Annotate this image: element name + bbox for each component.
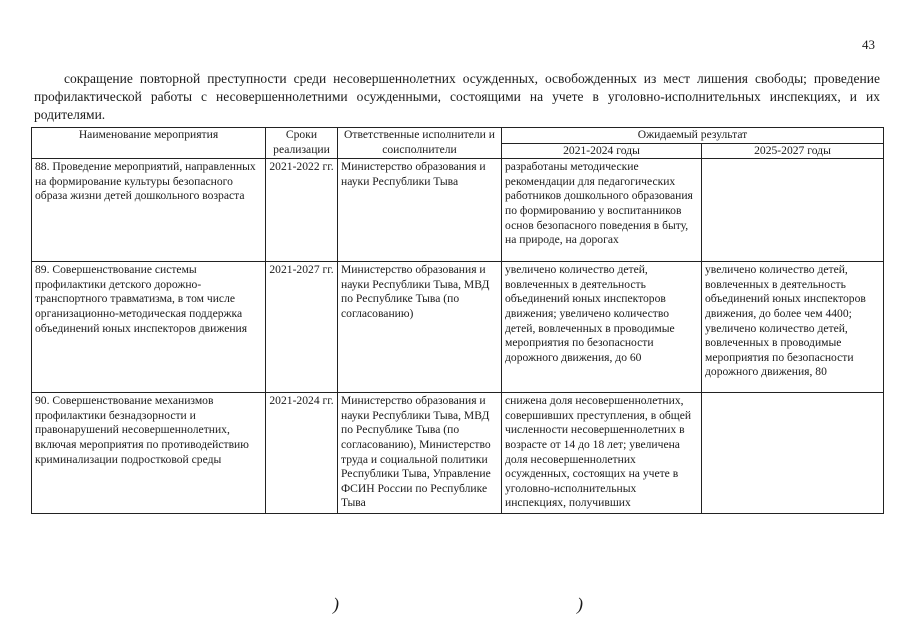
table-header (32, 128, 884, 159)
cell-name: 89. Совершенствование системы профилактики детского дорожно-транспортного травматизма, в том числе организационно-методическая поддержка объединений юных инспекторов движения (32, 262, 266, 393)
cell-terms: 2021-2022 гг. (266, 159, 338, 262)
bottom-mark-right: ) (577, 594, 583, 614)
bottom-mark-left: ) (333, 594, 339, 614)
cell-name: 90. Совершенствование механизмов профилактики безнадзорности и правонарушений несовершеннолетних, включая мероприятия по противодействию криминализации подростковой среды (32, 393, 266, 514)
bottom-marks (0, 594, 905, 614)
measures-table (31, 127, 884, 514)
cell-name: 88. Проведение мероприятий, направленных на формирование культуры безопасного образа жизни детей дошкольного возраста (32, 159, 266, 262)
cell-responsible: Министерство образования и науки Республики Тыва, МВД по Республике Тыва (по согласованию) (338, 262, 502, 393)
page-number: 43 (862, 37, 875, 52)
table-row (32, 159, 884, 262)
header-period-2021-2024: 2021-2024 годы (502, 143, 702, 159)
cell-result-2021-2024: увеличено количество детей, вовлеченных в деятельность объединений юных инспекторов движения; увеличено количество детей, вовлеченных в проводимые мероприятия по безопасности дорожного движения, до 60 (502, 262, 702, 393)
table-row (32, 393, 884, 514)
cell-result-2025-2027: увеличено количество детей, вовлеченных в деятельность объединений юных инспекторов движения, до более чем 4400; увеличено количество детей, вовлеченных в проводимые мероприятия по безопасности дорожного движения, 80 (702, 262, 884, 393)
cell-responsible: Министерство образования и науки Республики Тыва, МВД по Республике Тыва (по согласованию), Министерство труда и социальной политики Республики Тыва, Управление ФСИН России по Республике Тыва (338, 393, 502, 514)
header-expected-result: Ожидаемый результат (502, 128, 884, 144)
header-terms: Сроки реализации (266, 128, 338, 159)
table-row (32, 262, 884, 393)
header-responsible: Ответственные исполнители и соисполнители (338, 128, 502, 159)
cell-result-2025-2027 (702, 159, 884, 262)
cell-result-2021-2024: разработаны методические рекомендации для педагогических работников дошкольного образования по формированию у воспитанников основ безопасного поведения в быту, на природе, на дорогах (502, 159, 702, 262)
header-period-2025-2027: 2025-2027 годы (702, 143, 884, 159)
intro-paragraph: сокращение повторной преступности среди несовершеннолетних осужденных, освобожденных из мест лишения свободы; проведение профилактической работы с несовершеннолетними осужденными, состоящими на учете в уголовно-исполнительных инспекциях, и их родителями. (34, 70, 880, 122)
cell-responsible: Министерство образования и науки Республики Тыва (338, 159, 502, 262)
cell-terms: 2021-2024 гг. (266, 393, 338, 514)
cell-result-2021-2024: снижена доля несовершеннолетних, совершивших преступления, в общей численности несовершеннолетних в возрасте от 14 до 18 лет; увеличена доля несовершеннолетних осужденных, состоящих на учете в уголовно-исполнительных инспекциях, получивших (502, 393, 702, 514)
cell-terms: 2021-2027 гг. (266, 262, 338, 393)
cell-result-2025-2027 (702, 393, 884, 514)
header-name: Наименование мероприятия (32, 128, 266, 159)
